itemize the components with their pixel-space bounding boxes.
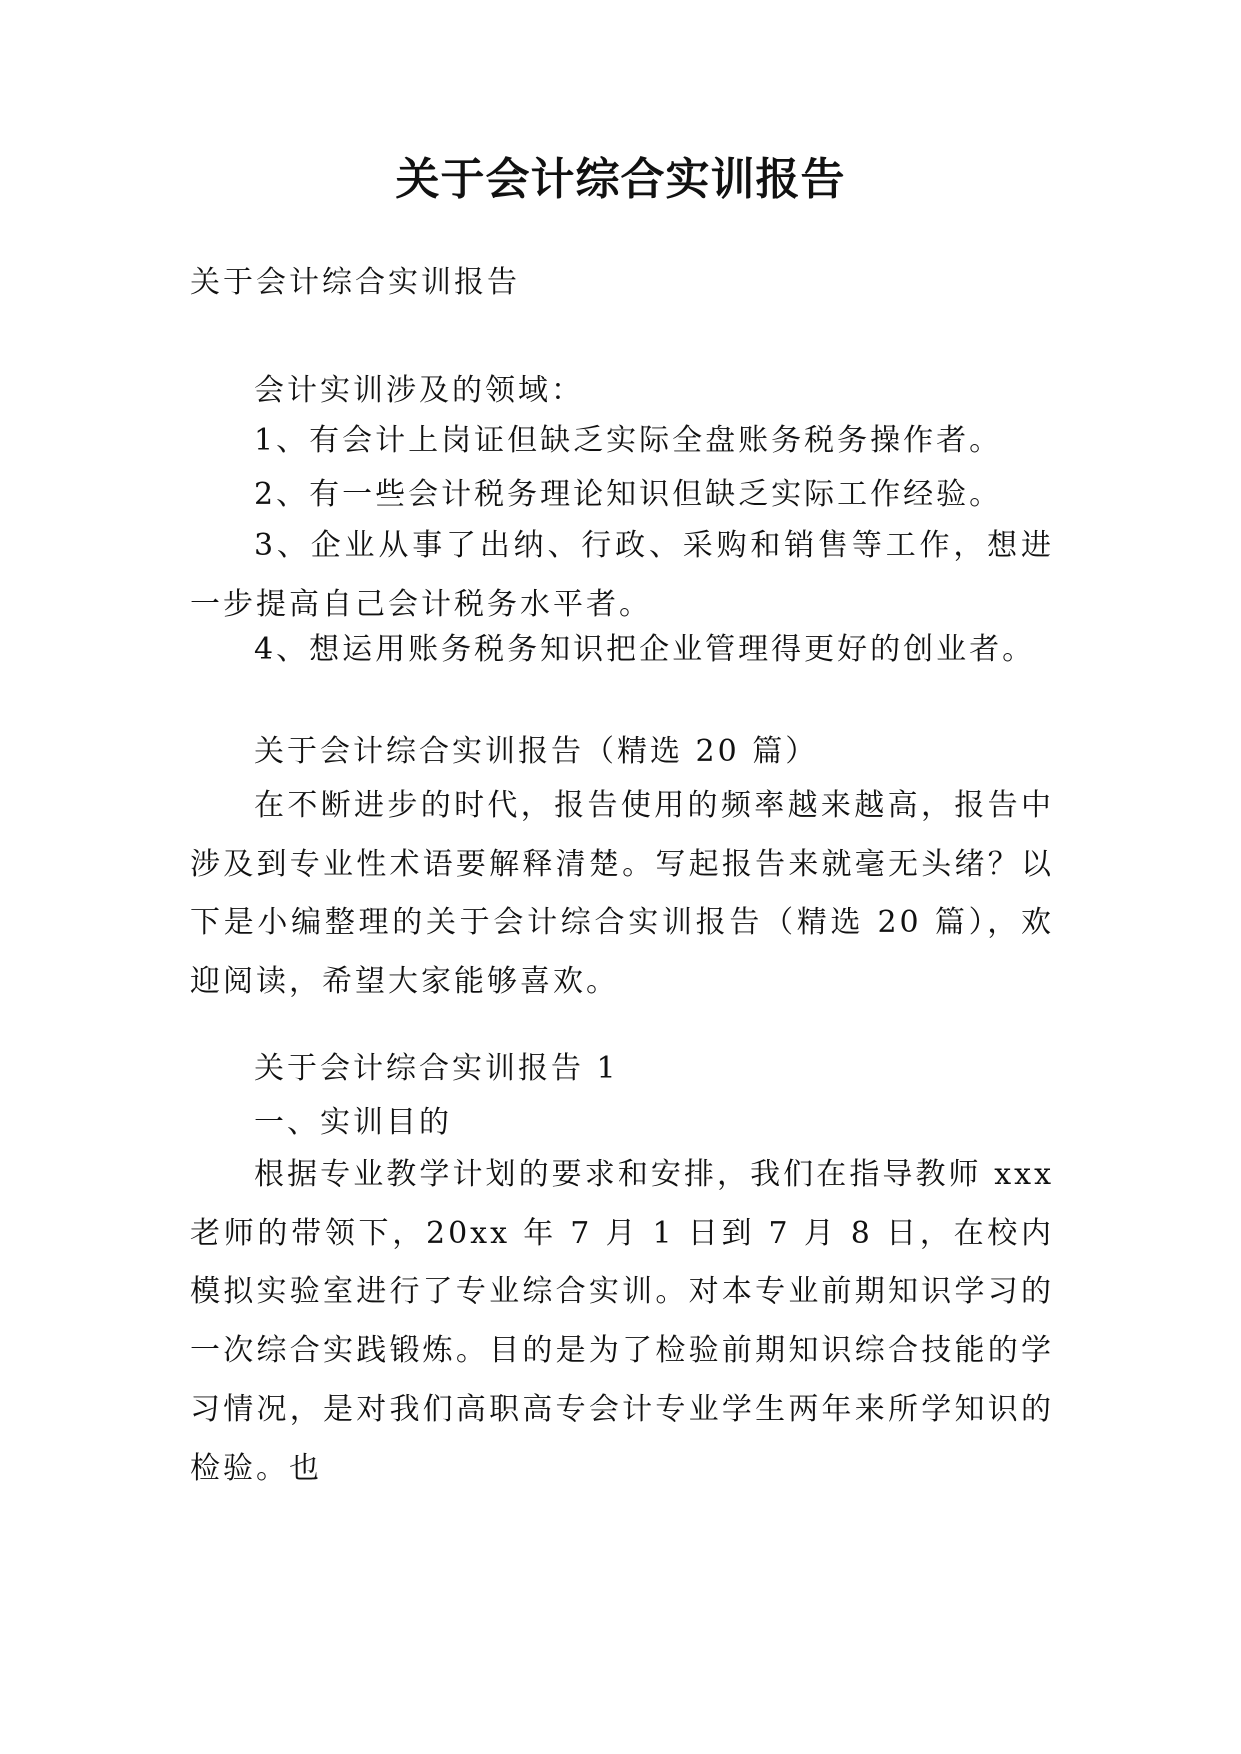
section1-item-2: 2、有一些会计税务理论知识但缺乏实际工作经验。 — [254, 477, 1003, 512]
document-subtitle: 关于会计综合实训报告 — [190, 265, 520, 300]
section3-heading: 关于会计综合实训报告 1 — [254, 1051, 619, 1086]
section2-intro: 在不断进步的时代，报告使用的频率越来越高，报告中涉及到专业性术语要解释清楚。写起报告来就毫无头绪？以下是小编整理的关于会计综合实训报告（精选 20 篇），欢迎阅读，希望大家能够喜欢。 — [190, 788, 1054, 1000]
section3-subheading: 一、实训目的 — [254, 1105, 452, 1140]
document-title: 关于会计综合实训报告 — [395, 154, 846, 205]
section1-heading: 会计实训涉及的领域： — [254, 373, 584, 408]
section1-item-3: 3、企业从事了出纳、行政、采购和销售等工作，想进一步提高自己会计税务水平者。 — [190, 528, 1054, 622]
section1-item-4: 4、想运用账务税务知识把企业管理得更好的创业者。 — [254, 632, 1036, 667]
section3-body: 根据专业教学计划的要求和安排，我们在指导教师 xxx 老师的带领下，20xx 年 7 月 1 日到 7 月 8 日，在校内模拟实验室进行了专业综合实训。对本专业前期知识学习的一次综合实践锻炼。目的是为了检验前期知识综合技能的学习情况，是对我们高职高专会计专业学生两年来所学知识的检验。也 — [190, 1157, 1054, 1486]
section1-item-1: 1、有会计上岗证但缺乏实际全盘账务税务操作者。 — [254, 423, 1003, 458]
section2-heading: 关于会计综合实训报告（精选 20 篇） — [254, 734, 819, 769]
